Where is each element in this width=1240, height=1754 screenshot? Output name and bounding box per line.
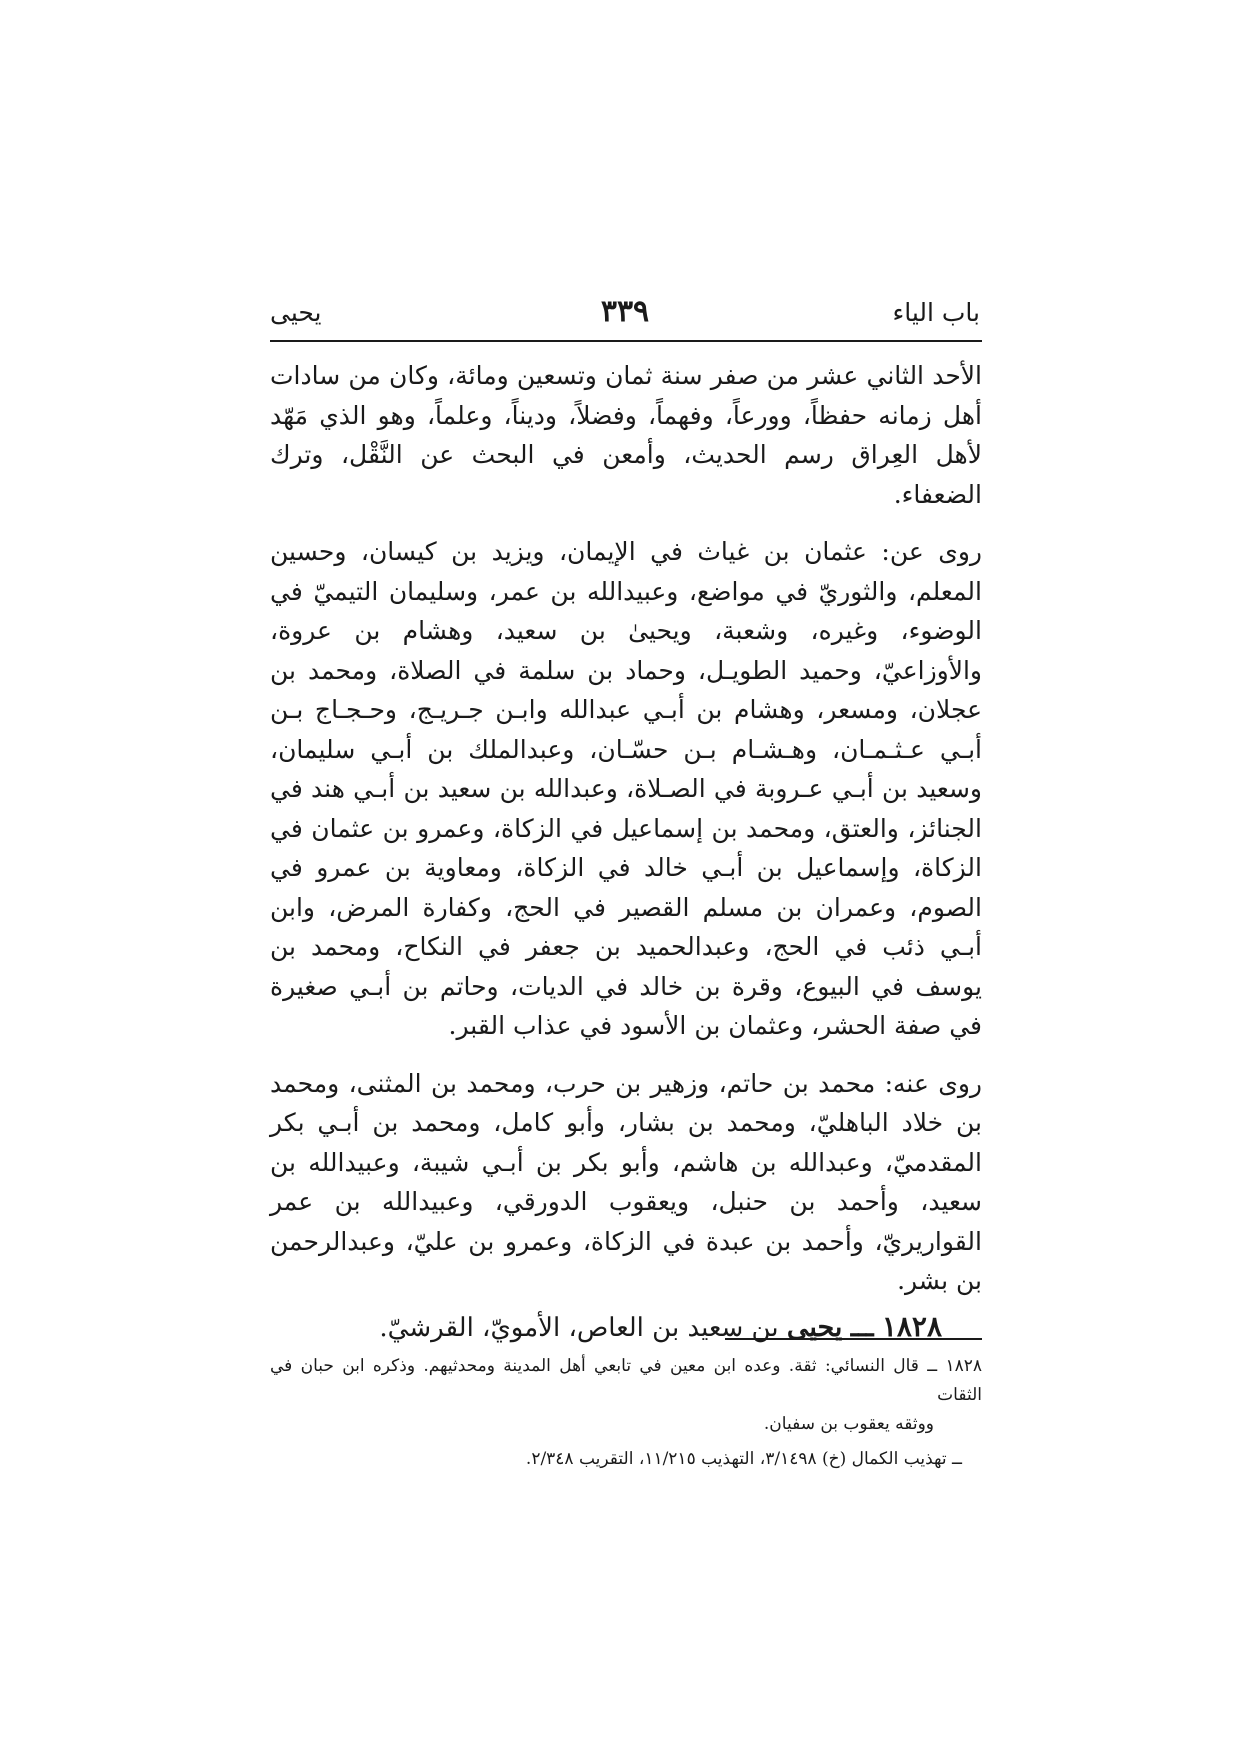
page-number: ٣٣٩ [600,294,650,329]
entry-dash: ـــ [850,1312,874,1343]
entry-number: ١٨٢٨ [881,1309,942,1343]
paragraph-narrated-from: روى عن: عثمان بن غياث في الإيمان، ويزيد بن كيسان، وحسين المعلم، والثوريّ في مواضع، وعبيدالله بن عمر، وسليمان التيميّ في الوضوء، وغيره، وشعبة، ويحيىٰ بن سعيد، وهشام بن عروة، والأوزاعيّ، وحميد الطويـل، وحماد بن سلمة في الصلاة، ومحمد بن عجلان، ومسعر، وهشام بن أبـي عبدالله وابـن جـريـج، وحـجـاج بـن أبـي عـثـمـان، وهـشـام بـن حسّـان، وعبدالملك بن أبـي سليمان، وسعيد بن أبـي عـروبة في الصـلاة، وعبدالله بن سعيد بن أبـي هند في الجنائز، والعتق، ومحمد بن إسماعيل في الزكاة، وعمرو بن عثمان في الزكاة، وإسماعيل بن أبـي خالد في الزكاة، ومعاوية بن عمرو في الصوم، وعمران بن مسلم القصير في الحج، وكفارة المرض، وابن أبـي ذئب في الحج، وعبدالحميد بن جعفر في النكاح، ومحمد بن يوسف في البيوع، وقرة بن خالد في الديات، وحاتم بن أبـي صغيرة في صفة الحشر، وعثمان بن الأسود في عذاب القبر. [270,537,983,1040]
running-title: يحيى [270,298,322,327]
page-header [270,294,980,338]
footnote-1: ١٨٢٨ ــ قال النسائي: ثقة. وعده ابن معين في تابعي أهل المدينة ومحدثيهم. وذكره ابن حبان في الثقات [270,1356,982,1405]
footnote-divider [725,1338,982,1340]
entry-heading [270,1307,982,1349]
footnote-1-continued: ووثقه يعقوب بن سفيان. [763,1414,934,1434]
footnotes [270,1352,982,1474]
main-text [270,356,982,1348]
paragraph-narrated-by: روى عنه: محمد بن حاتم، وزهير بن حرب، ومحمد بن المثنى، ومحمد بن خلاد الباهليّ، ومحمد بن بشار، وأبو كامل، ومحمد بن أبـي بكر المقدميّ، وعبدالله بن هاشم، وأبو بكر بن أبـي شيبة، وعبيدالله بن سعيد، وأحمد بن حنبل، ويعقوب الدورقي، وعبيدالله بن عمر القواريريّ، وأحمد بن عبدة في الزكاة، وعمرو بن عليّ، وعبدالرحمن بن بشر. [270,1068,982,1295]
paragraph-biography: الأحد الثاني عشر من صفر سنة ثمان وتسعين ومائة، وكان من سادات أهل زمانه حفظاً، وورعاً، وفهماً، وفضلاً، وديناً، وعلماً، وهو الذي مَهّد لأهل العِراق رسم الحديث، وأمعن في البحث عن النَّقْل، وترك الضعفاء. [270,361,982,509]
footnote-references: ــ تهذيب الكمال (خ) ٣/١٤٩٨، التهذيب ١١/٢١٥، التقريب ٢/٣٤٨. [525,1449,962,1469]
header-divider [270,340,982,342]
entry-name: يحيى [786,1311,843,1343]
chapter-title: باب الياء [892,298,980,327]
entry-lineage: بن سعيد بن العاص، الأمويّ، القرشيّ. [379,1312,779,1343]
